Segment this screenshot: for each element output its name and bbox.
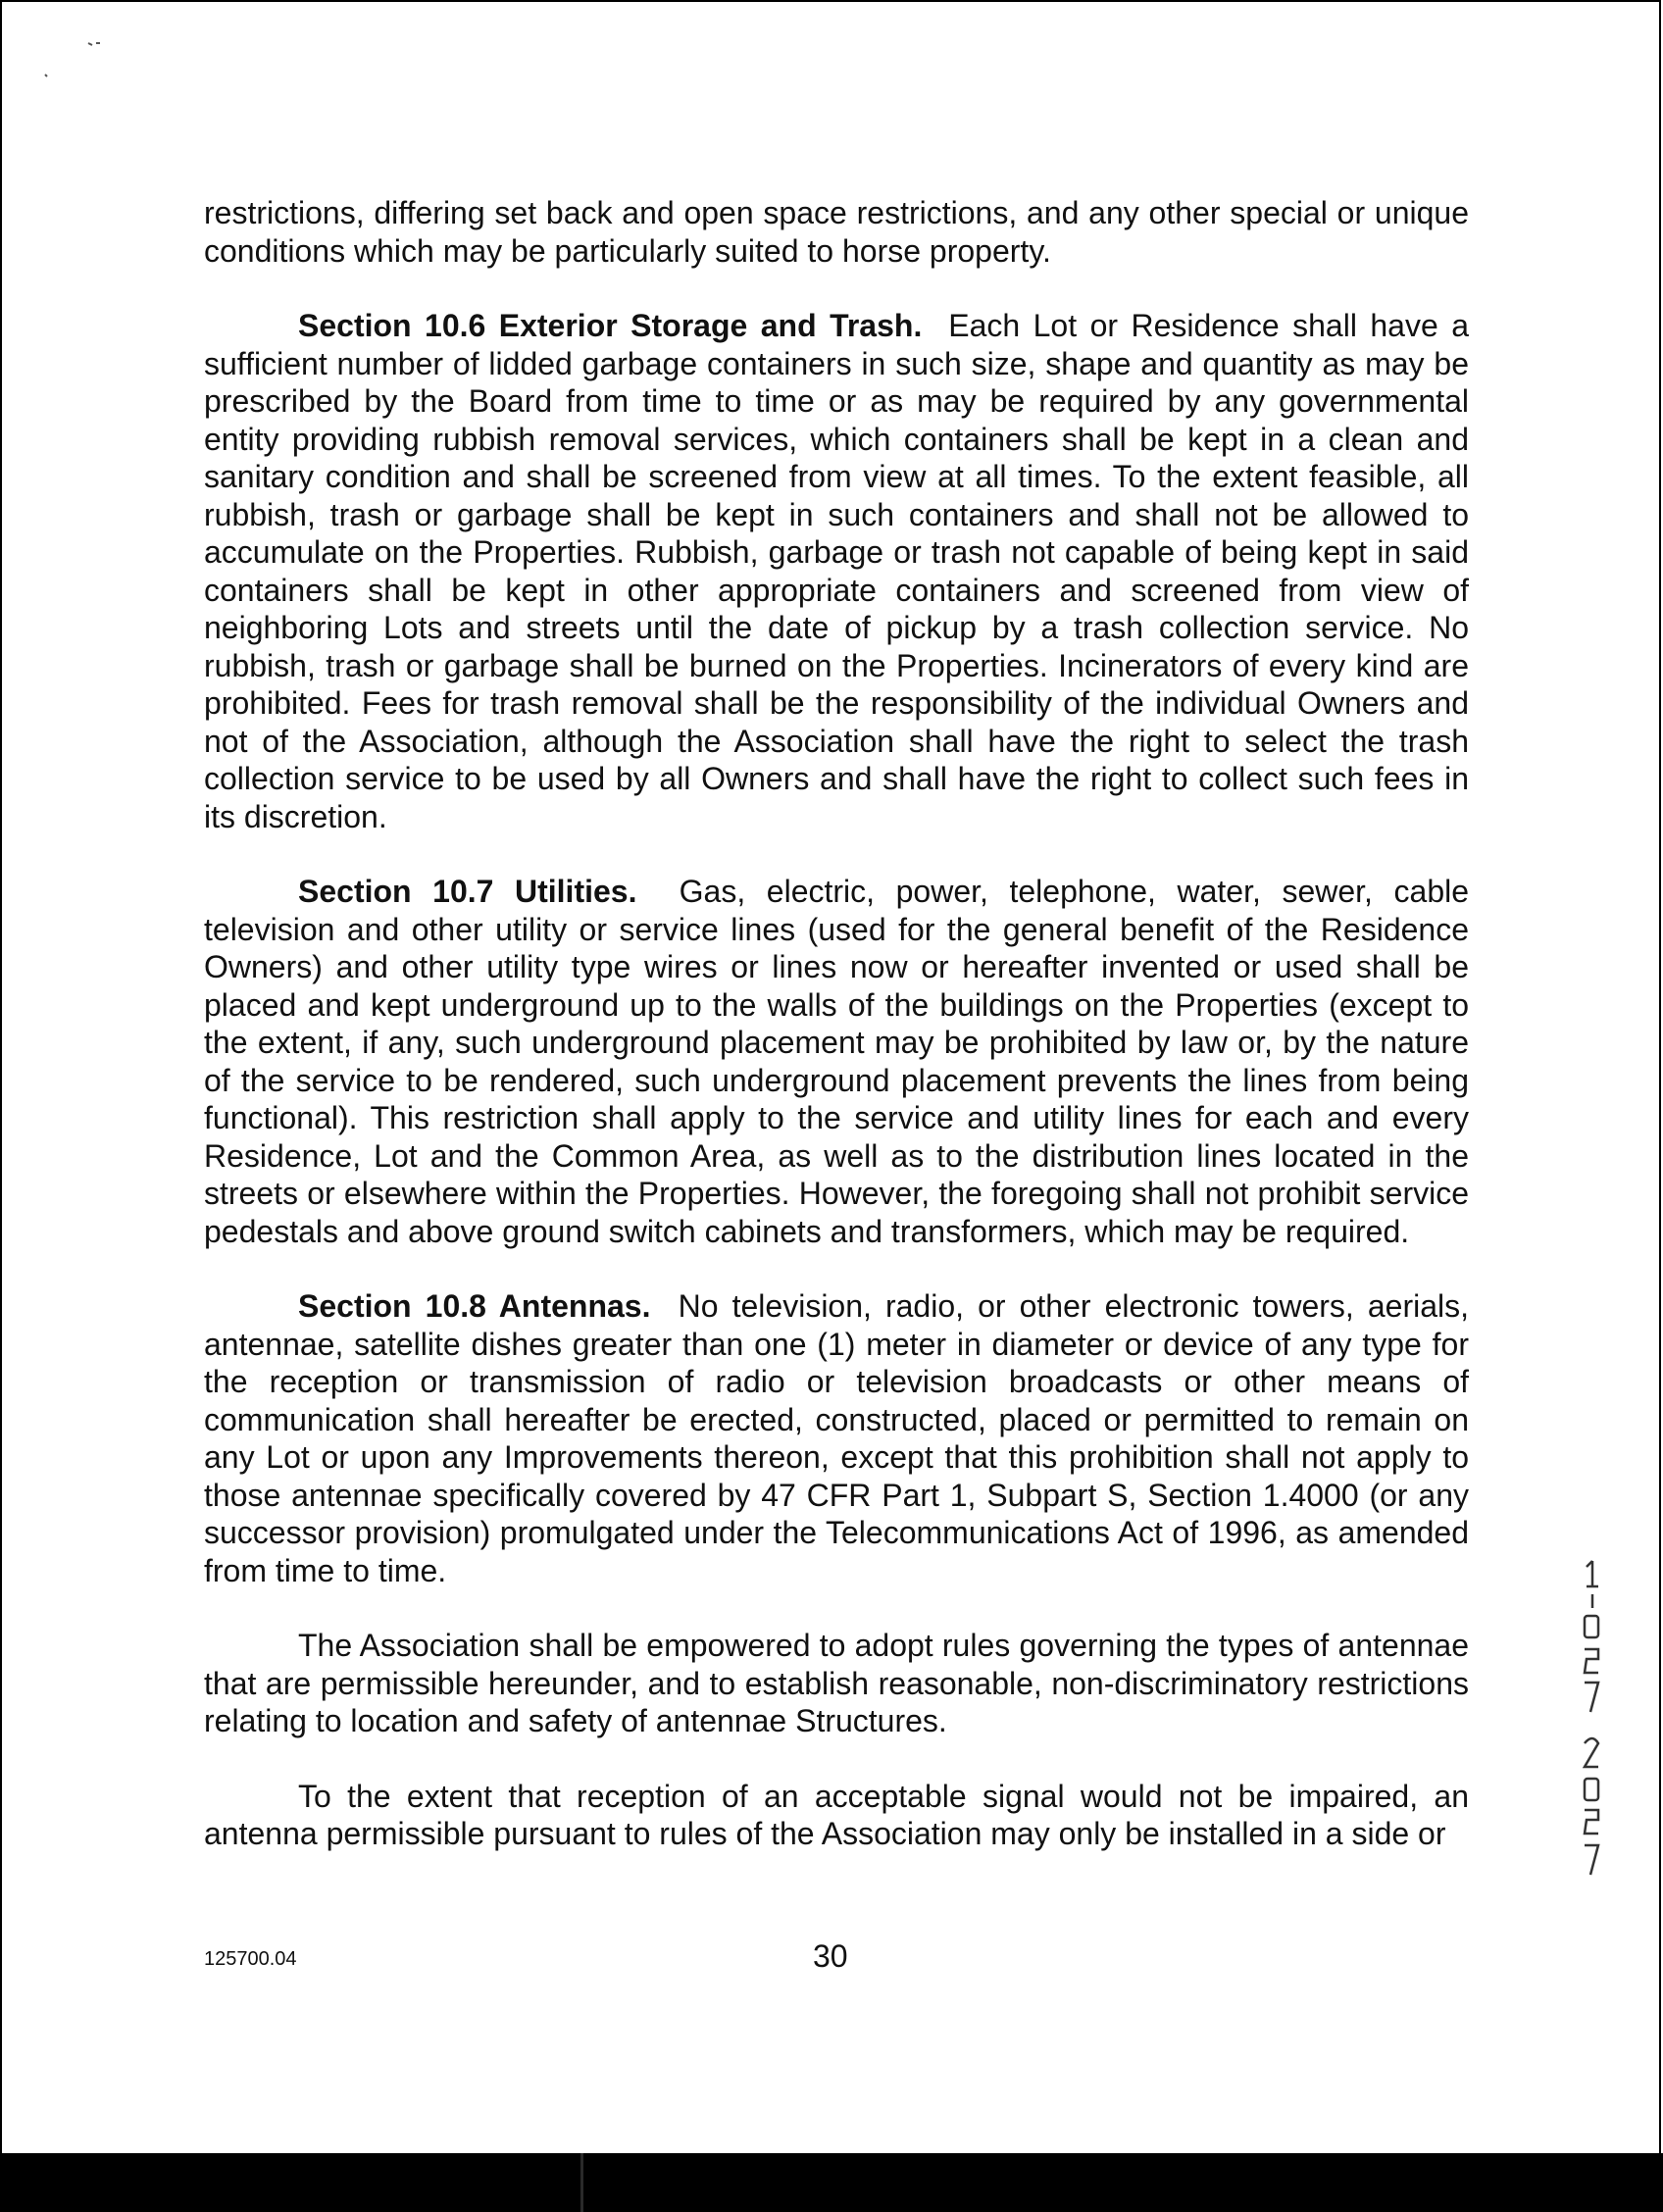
footer-document-id: 125700.04: [204, 1948, 297, 1970]
section-10-7-body: Gas, electric, power, telephone, water, sewer, cable television and other utility or service lines (used for the general benefit of the Residence Owners) and other utility type wires or lines now or hereafter invented or used shall be placed and kept underground up to the walls of the buildings on the Properties (except to the extent, if any, such underground placement may be prohibited by law or, by the nature of the service to be rendered, such underground placement prevents the lines from being functional). This restriction shall apply to the service and utility lines for each and every Residence, Lot and the Common Area, as well as to the distribution lines located in the streets or elsewhere within the Properties. However, the foregoing shall not prohibit service pedestals and above ground switch cabinets and transformers, which may be required.: [204, 874, 1470, 1249]
section-10-8-body: No television, radio, or other electronic towers, aerials, antennae, satellite dishes greater than one (1) meter in diameter or device of any type for the reception or transmission of radio or television broadcasts or other means of communication shall hereafter be erected, constructed, placed or permitted to remain on any Lot or upon any Improvements thereon, except that this prohibition shall not apply to those antennae specifically covered by 47 CFR Part 1, Subpart S, Section 1.4000 (or any successor provision) promulgated under the Telecommunications Act of 1996, as amended from time to time.: [204, 1288, 1470, 1588]
recording-stamp-icon: [1573, 1557, 1612, 1881]
section-10-8-heading: Section 10.8 Antennas.: [298, 1288, 651, 1324]
section-10-7-paragraph: [204, 873, 1469, 1250]
scan-artifact-icon: [41, 31, 100, 80]
antenna-installation-paragraph: To the extent that reception of an acceptable signal would not be impaired, an antenna permissible pursuant to rules of the Association may only be installed in a side or: [204, 1778, 1469, 1851]
scan-border-divider: [580, 2153, 583, 2212]
section-10-6-heading: Section 10.6 Exterior Storage and Trash.: [298, 308, 923, 343]
section-10-7-heading: Section 10.7 Utilities.: [298, 874, 637, 909]
section-10-8-paragraph: [204, 1287, 1469, 1589]
section-10-6-paragraph: [204, 307, 1469, 835]
association-rules-paragraph: The Association shall be empowered to adopt rules governing the types of antennae that are permissible hereunder, and to establish reasonable, non-discriminatory restrictions relating to location and safety of antennae Structures.: [204, 1628, 1469, 1738]
document-body: [204, 194, 1469, 1890]
section-10-6-body: Each Lot or Residence shall have a sufficient number of lidded garbage containers in such size, shape and quantity as may be prescribed by the Board from time to time or as may be required by any governmental entity providing rubbish removal services, which containers shall be kept in a clean and sanitary condition and shall be screened from view at all times. To the extent feasible, all rubbish, trash or garbage shall be kept in such containers and shall not be allowed to accumulate on the Properties. Rubbish, garbage or trash not capable of being kept in said containers shall be kept in other appropriate containers and screened from view of neighboring Lots and streets until the date of pickup by a trash collection service. No rubbish, trash or garbage shall be burned on the Properties. Incinerators of every kind are prohibited. Fees for trash removal shall be the responsibility of the individual Owners and not of the Association, although the Association shall have the right to select the trash collection service to be used by all Owners and shall have the right to collect such fees in its discretion.: [204, 308, 1470, 834]
scan-border-bottom: [0, 2153, 1663, 2212]
carryover-paragraph: restrictions, differing set back and open space restrictions, and any other special or unique conditions which may be particularly suited to horse property.: [204, 195, 1469, 269]
page-number: 30: [813, 1938, 848, 1974]
